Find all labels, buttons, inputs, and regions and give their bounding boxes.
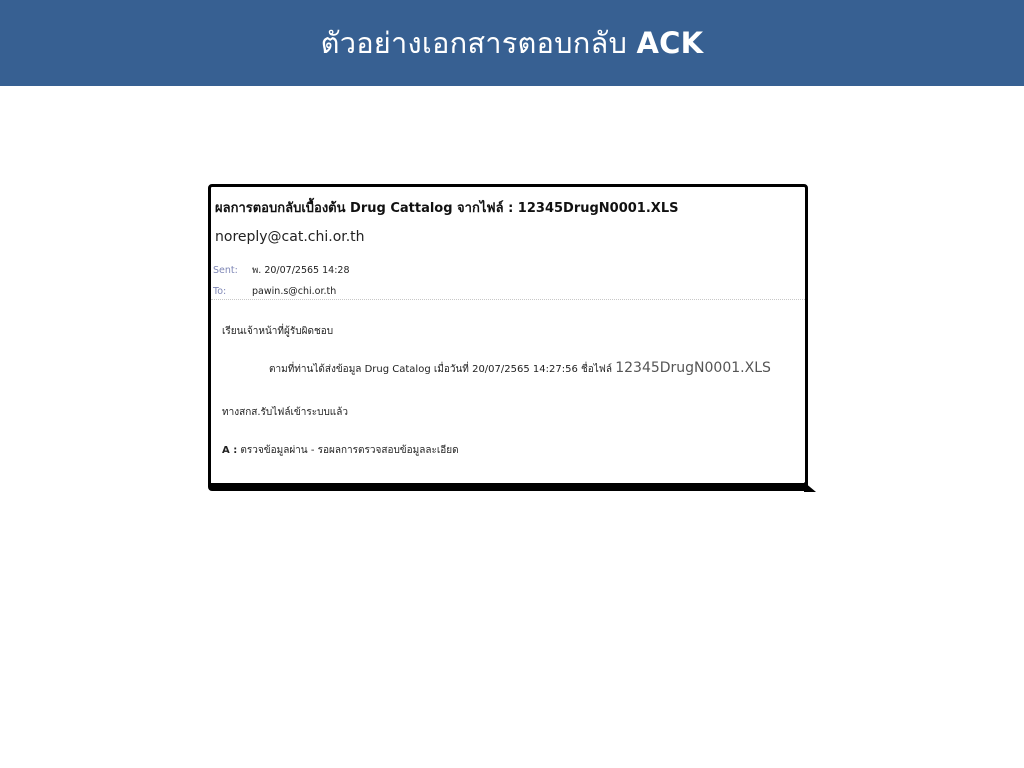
header-divider <box>211 299 805 300</box>
sent-value: พ. 20/07/2565 14:28 <box>252 265 350 276</box>
email-subject: ผลการตอบกลับเบื้องต้น Drug Cattalog จากไฟล์ : 12345DrugN0001.XLS <box>215 201 679 216</box>
slide-title-thai: ตัวอย่างเอกสารตอบกลับ <box>320 26 628 60</box>
email-greeting: เรียนเจ้าหน้าที่ผู้รับผิดชอบ <box>222 326 334 337</box>
status-text: ตรวจข้อมูลผ่าน - รอผลการตรวจสอบข้อมูลละเอียด <box>240 445 459 456</box>
status-code: A : <box>222 445 238 456</box>
body-line-filename: 12345DrugN0001.XLS <box>615 360 771 376</box>
email-screenshot <box>208 184 808 491</box>
to-label: To: <box>213 286 227 297</box>
body-line-prefix: ตามที่ท่านได้ส่งข้อมูล Drug Catalog เมื่อวันที่ 20/07/2565 14:27:56 ชื่อไฟล์ <box>269 364 613 375</box>
slide-title <box>321 20 704 66</box>
title-bar <box>0 0 1024 86</box>
sent-label: Sent: <box>213 265 238 276</box>
email-to-row <box>213 286 336 297</box>
email-body-line <box>269 360 771 377</box>
slide-title-code: ACK <box>636 26 704 60</box>
frame-corner-tail <box>804 482 816 492</box>
email-sent-row <box>213 263 350 278</box>
to-value[interactable]: pawin.s@chi.or.th <box>252 286 337 297</box>
email-from[interactable]: noreply@cat.chi.or.th <box>215 229 365 245</box>
email-received-line: ทางสกส.รับไฟล์เข้าระบบแล้ว <box>222 407 348 418</box>
email-status-line <box>222 443 459 458</box>
